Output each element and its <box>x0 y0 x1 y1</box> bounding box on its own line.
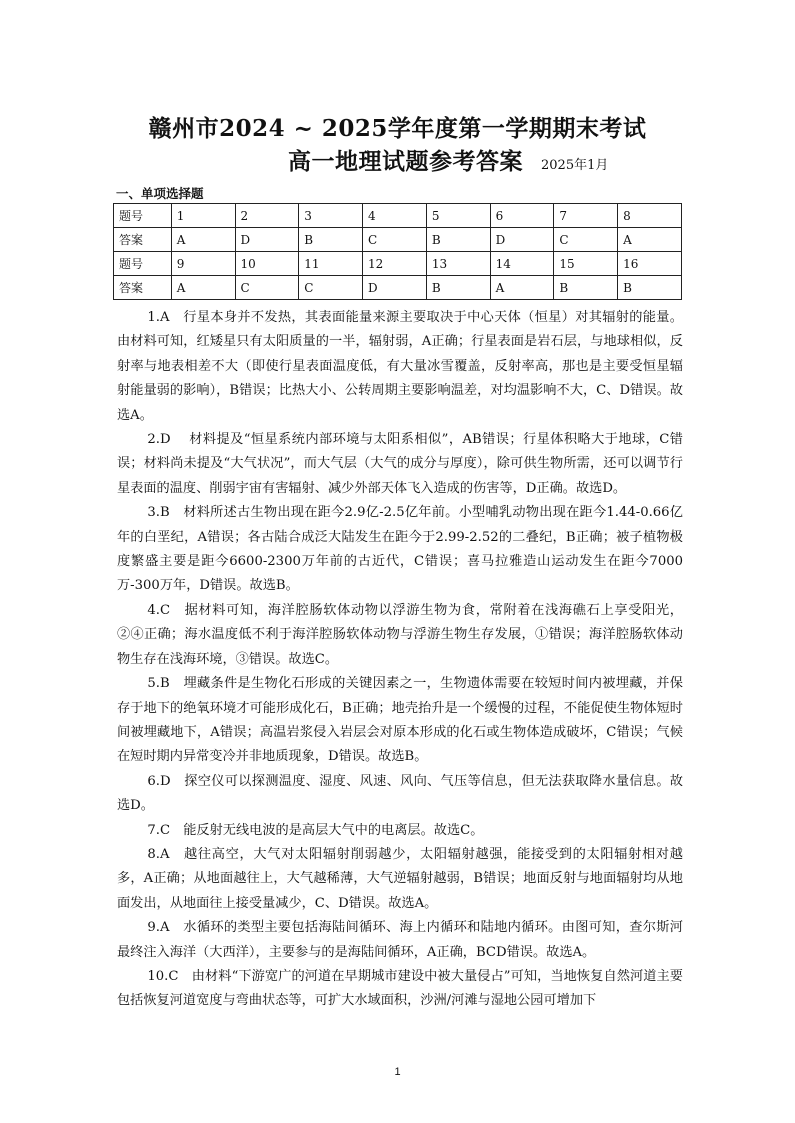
answer-explanations <box>117 306 683 1014</box>
table-cell: 15 <box>554 252 618 276</box>
row-header-cell: 题号 <box>114 252 172 276</box>
exam-date: 2025年1月 <box>541 158 609 173</box>
table-cell: A <box>171 228 235 252</box>
table-cell: 1 <box>171 204 235 228</box>
table-cell: C <box>554 228 618 252</box>
table-cell: C <box>235 276 299 300</box>
table-cell: 11 <box>299 252 363 276</box>
table-cell: A <box>490 276 554 300</box>
table-cell: 5 <box>426 204 490 228</box>
table-cell: C <box>299 276 363 300</box>
answer-paragraph: 6.D 探空仪可以探测温度、湿度、风速、风向、气压等信息，但无法获取降水量信息。故选D。 <box>117 773 683 814</box>
table-cell: 8 <box>618 204 682 228</box>
table-cell: 4 <box>363 204 427 228</box>
row-header-cell: 题号 <box>114 204 172 228</box>
table-cell: D <box>490 228 554 252</box>
table-row <box>114 204 682 228</box>
answer-paragraph: 10.C 由材料“下游宽广的河道在早期城市建设中被大量侵占”可知，当地恢复自然河道主要包括恢复河道宽度与弯曲状态等，可扩大水域面积，沙洲/河滩与湿地公园可增加下 <box>117 968 683 1009</box>
answer-paragraph: 5.B 埋藏条件是生物化石形成的关键因素之一，生物遗体需要在较短时间内被埋藏，并保存于地下的绝氧环境才可能形成化石，B正确；地壳抬升是一个缓慢的过程，不能促使生物体短时间被埋藏地下，A错误；高温岩浆侵入岩层会对原本形成的化石或生物体造成破坏，C错误；气候在短时期内异常变冷并非地质现象，D错误。故选B。 <box>117 676 683 765</box>
table-cell: B <box>618 276 682 300</box>
table-cell: D <box>235 228 299 252</box>
table-cell: 9 <box>171 252 235 276</box>
answer-paragraph: 2.D 材料提及“恒星系统内部环境与太阳系相似”，AB错误；行星体积略大于地球，C错误；材料尚未提及“大气状况”，而大气层（大气的成分与厚度），除可供生物所需，还可以调节行星表面的温度、削弱宇宙有害辐射、减少外部天体飞入造成的伤害等，D正确。故选D。 <box>117 432 683 496</box>
table-cell: 2 <box>235 204 299 228</box>
table-row <box>114 228 682 252</box>
answer-paragraph: 1.A 行星本身并不发热，其表面能量来源主要取决于中心天体（恒星）对其辐射的能量。由材料可知，红矮星只有太阳质量的一半，辐射弱，A正确；行星表面是岩石层，与地球相似，反射率与地表相差不大（即使行星表面温度低，有大量冰雪覆盖，反射率高，那也是主要受恒星辐射能量弱的影响），B错误；比热大小、公转周期主要影响温差，对均温影响不大，C、D错误。故选A。 <box>117 310 683 423</box>
section-heading: 一、单项选择题 <box>116 186 204 201</box>
answer-paragraph: 7.C 能反射无线电波的是高层大气中的电离层。故选C。 <box>147 822 484 838</box>
document-subtitle <box>288 143 608 176</box>
document-title: 赣州市2024 ~ 2025学年度第一学期期末考试 <box>148 115 647 142</box>
table-cell: B <box>426 276 490 300</box>
subtitle-text: 高一地理试题参考答案 <box>288 148 523 175</box>
table-cell: 6 <box>490 204 554 228</box>
table-cell: 14 <box>490 252 554 276</box>
row-header-cell: 答案 <box>114 276 172 300</box>
table-cell: 7 <box>554 204 618 228</box>
answer-paragraph: 9.A 水循环的类型主要包括海陆间循环、海上内循环和陆地内循环。由图可知，查尔斯河最终注入海洋（大西洋），主要参与的是海陆间循环，A正确，BCD错误。故选A。 <box>117 920 683 960</box>
table-cell: A <box>618 228 682 252</box>
answer-paragraph: 4.C 据材料可知，海洋腔肠软体动物以浮游生物为食，常附着在浅海礁石上享受阳光，②④正确；海水温度低不利于海洋腔肠软体动物与浮游生物生存发展，①错误；海洋腔肠软体动物生存在浅海环境，③错误。故选C。 <box>117 602 683 667</box>
table-cell: 3 <box>299 204 363 228</box>
table-cell: 16 <box>618 252 682 276</box>
table-cell: D <box>363 276 427 300</box>
table-row <box>114 276 682 300</box>
page-number: 1 <box>394 1066 401 1078</box>
answer-table <box>113 203 682 300</box>
table-row <box>114 252 682 276</box>
table-cell: A <box>171 276 235 300</box>
table-cell: B <box>426 228 490 252</box>
row-header-cell: 答案 <box>114 228 172 252</box>
table-cell: B <box>299 228 363 252</box>
table-cell: 10 <box>235 252 299 276</box>
table-cell: 13 <box>426 252 490 276</box>
table-cell: B <box>554 276 618 300</box>
answer-paragraph: 3.B 材料所述古生物出现在距今2.9亿-2.5亿年前。小型哺乳动物出现在距今1.44-0.66亿年的白垩纪，A错误；各古陆合成泛大陆发生在距今于2.99-2.52的二叠纪，B正确；被子植物极度繁盛主要是距今6600-2300万年前的古近代，C错误；喜马拉雅造山运动发生在距今7000万-300万年，D错误。故选B。 <box>117 505 683 594</box>
answer-paragraph: 8.A 越往高空，大气对太阳辐射削弱越少，太阳辐射越强，能接受到的太阳辐射相对越多，A正确；从地面越往上，大气越稀薄，大气逆辐射越弱，B错误；地面反射与地面辐射均从地面发出，从地面往上接受量减少，C、D错误。故选A。 <box>117 846 683 911</box>
table-cell: C <box>363 228 427 252</box>
table-cell: 12 <box>363 252 427 276</box>
